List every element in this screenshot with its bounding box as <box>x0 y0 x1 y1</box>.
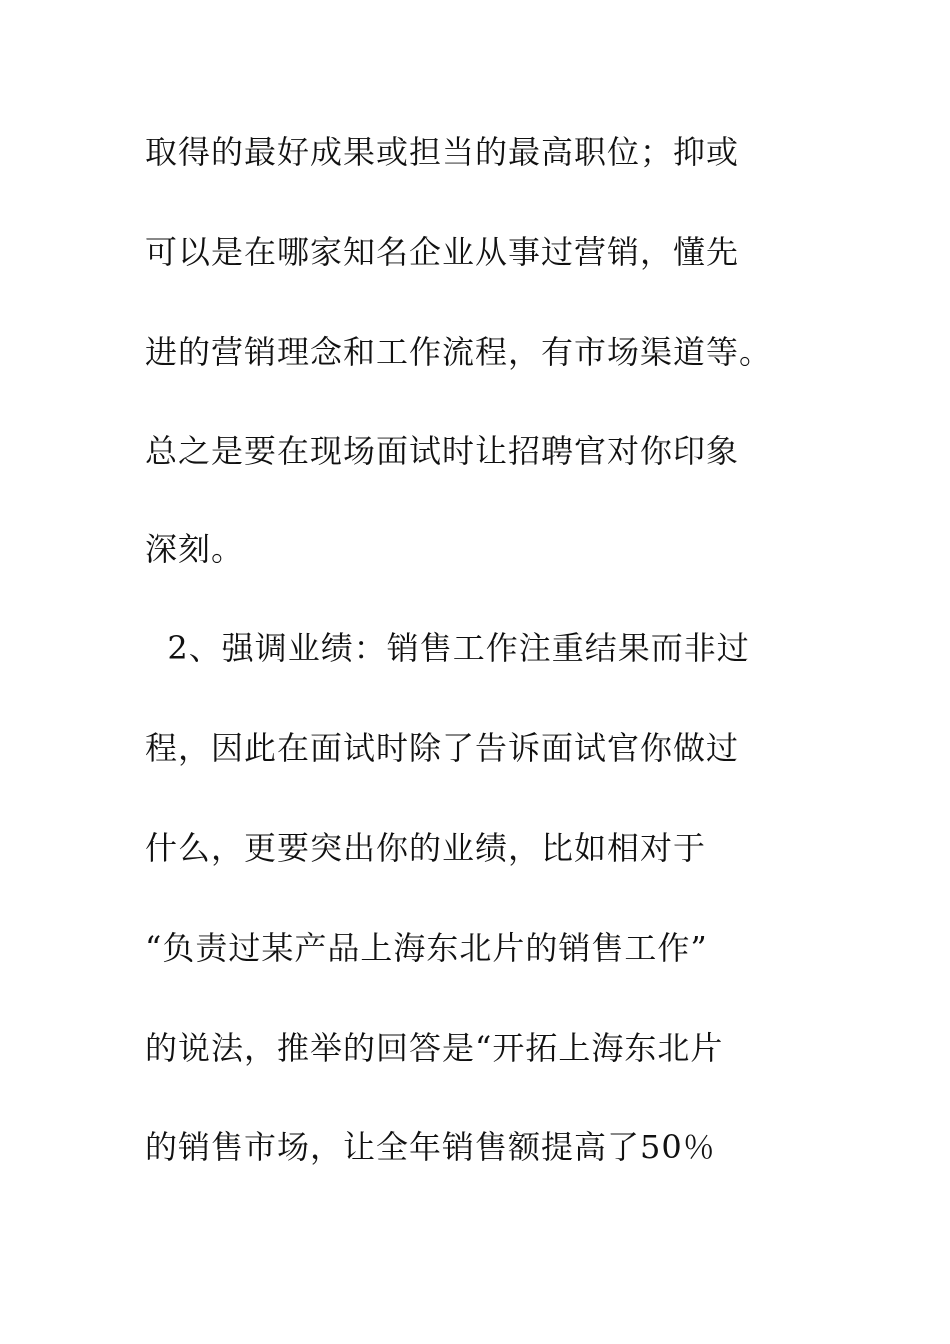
paragraph-line: 进的营销理念和工作流程，有市场渠道等。 <box>145 333 773 371</box>
paragraph-line: 深刻。 <box>145 530 245 568</box>
paragraph-line: 的说法，推举的回答是“开拓上海东北片 <box>145 1029 724 1067</box>
paragraph-line: 程，因此在面试时除了告诉面试官你做过 <box>145 729 740 767</box>
paragraph-line: 总之是要在现场面试时让招聘官对你印象 <box>145 432 740 470</box>
paragraph-line: 的销售市场，让全年销售额提高了50％ <box>145 1128 716 1166</box>
paragraph-line: 可以是在哪家知名企业从事过营销，懂先 <box>145 233 740 271</box>
paragraph-line: 什么，更要突出你的业绩，比如相对于 <box>145 829 707 867</box>
paragraph-line: 取得的最好成果或担当的最高职位；抑或 <box>145 133 740 171</box>
paragraph-line: 2、强调业绩：销售工作注重结果而非过 <box>145 629 750 667</box>
paragraph-line: “负责过某产品上海东北片的销售工作” <box>145 929 708 967</box>
